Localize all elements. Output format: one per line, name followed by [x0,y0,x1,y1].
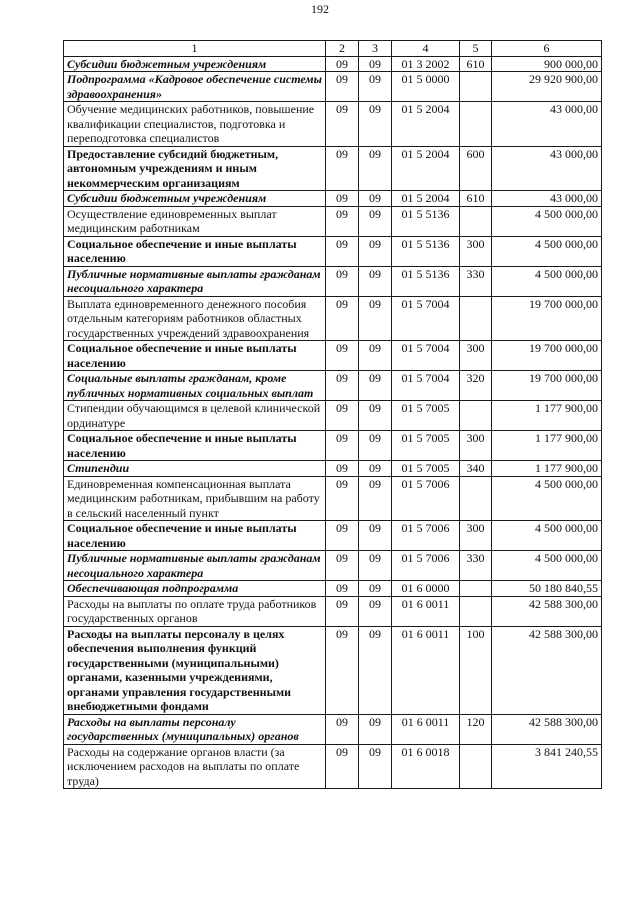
expense-type-code [460,102,492,147]
target-article-code: 01 6 0000 [392,581,460,597]
target-article-code: 01 5 7005 [392,431,460,461]
row-name: Социальное обеспечение и иные выплаты населению [64,236,326,266]
section-code: 09 [326,56,359,72]
table-row [64,714,602,744]
section-code: 09 [326,236,359,266]
target-article-code: 01 5 7004 [392,296,460,341]
column-header: 2 [326,41,359,57]
column-header: 6 [492,41,602,57]
subsection-code: 09 [359,206,392,236]
amount: 42 588 300,00 [492,626,602,714]
row-name: Стипендии [64,461,326,477]
section-code: 09 [326,521,359,551]
section-code: 09 [326,744,359,789]
row-name: Расходы на содержание органов власти (за исключением расходов на выплаты по оплате труда) [64,744,326,789]
target-article-code: 01 5 2004 [392,146,460,191]
amount: 4 500 000,00 [492,236,602,266]
amount: 900 000,00 [492,56,602,72]
amount: 50 180 840,55 [492,581,602,597]
amount: 29 920 900,00 [492,72,602,102]
section-code: 09 [326,206,359,236]
subsection-code: 09 [359,296,392,341]
target-article-code: 01 5 5136 [392,206,460,236]
column-header: 4 [392,41,460,57]
target-article-code: 01 6 0011 [392,596,460,626]
table-row [64,431,602,461]
table-row [64,72,602,102]
subsection-code: 09 [359,461,392,477]
amount: 3 841 240,55 [492,744,602,789]
target-article-code: 01 5 7004 [392,371,460,401]
row-name: Расходы на выплаты персоналу в целях обеспечения выполнения функций государственными (муниципальными) органами, казенными учреждениями, органами управления государственными внебюджетными фондами [64,626,326,714]
table-row [64,296,602,341]
section-code: 09 [326,341,359,371]
amount: 42 588 300,00 [492,714,602,744]
amount: 43 000,00 [492,102,602,147]
subsection-code: 09 [359,191,392,207]
subsection-code: 09 [359,236,392,266]
table-row [64,596,602,626]
table-row [64,371,602,401]
expense-type-code: 100 [460,626,492,714]
amount: 19 700 000,00 [492,341,602,371]
page-number: 192 [311,2,329,16]
subsection-code: 09 [359,146,392,191]
section-code: 09 [326,461,359,477]
expense-type-code: 330 [460,266,492,296]
section-code: 09 [326,431,359,461]
amount: 4 500 000,00 [492,551,602,581]
expense-type-code: 300 [460,236,492,266]
target-article-code: 01 6 0011 [392,626,460,714]
subsection-code: 09 [359,744,392,789]
section-code: 09 [326,296,359,341]
section-code: 09 [326,551,359,581]
expense-type-code [460,744,492,789]
target-article-code: 01 6 0011 [392,714,460,744]
table-row [64,461,602,477]
amount: 19 700 000,00 [492,371,602,401]
column-header: 1 [64,41,326,57]
table-body [64,41,602,789]
table-row [64,521,602,551]
row-name: Публичные нормативные выплаты гражданам несоциального характера [64,551,326,581]
section-code: 09 [326,596,359,626]
section-code: 09 [326,581,359,597]
expense-type-code: 120 [460,714,492,744]
target-article-code: 01 5 5136 [392,266,460,296]
expense-type-code: 320 [460,371,492,401]
section-code: 09 [326,626,359,714]
section-code: 09 [326,371,359,401]
target-article-code: 01 5 7005 [392,401,460,431]
amount: 43 000,00 [492,146,602,191]
target-article-code: 01 5 5136 [392,236,460,266]
subsection-code: 09 [359,521,392,551]
expense-type-code: 330 [460,551,492,581]
target-article-code: 01 6 0018 [392,744,460,789]
expense-type-code: 300 [460,521,492,551]
expense-type-code: 300 [460,431,492,461]
row-name: Субсидии бюджетным учреждениям [64,191,326,207]
table-row [64,341,602,371]
subsection-code: 09 [359,56,392,72]
target-article-code: 01 3 2002 [392,56,460,72]
table-row [64,206,602,236]
amount: 1 177 900,00 [492,461,602,477]
section-code: 09 [326,72,359,102]
subsection-code: 09 [359,341,392,371]
target-article-code: 01 5 7006 [392,551,460,581]
subsection-code: 09 [359,72,392,102]
row-name: Субсидии бюджетным учреждениям [64,56,326,72]
subsection-code: 09 [359,476,392,521]
expense-type-code: 300 [460,341,492,371]
target-article-code: 01 5 0000 [392,72,460,102]
column-header: 3 [359,41,392,57]
table-row [64,581,602,597]
subsection-code: 09 [359,431,392,461]
table-row [64,266,602,296]
row-name: Осуществление единовременных выплат медицинским работникам [64,206,326,236]
table-row [64,626,602,714]
row-name: Социальное обеспечение и иные выплаты населению [64,431,326,461]
amount: 4 500 000,00 [492,521,602,551]
table-header-row [64,41,602,57]
section-code: 09 [326,476,359,521]
row-name: Единовременная компенсационная выплата медицинским работникам, прибывшим на работу в сельский населенный пункт [64,476,326,521]
row-name: Социальные выплаты гражданам, кроме публичных нормативных социальных выплат [64,371,326,401]
expense-type-code [460,72,492,102]
subsection-code: 09 [359,102,392,147]
row-name: Стипендии обучающимся в целевой клинической ординатуре [64,401,326,431]
amount: 42 588 300,00 [492,596,602,626]
target-article-code: 01 5 7005 [392,461,460,477]
subsection-code: 09 [359,714,392,744]
column-header: 5 [460,41,492,57]
target-article-code: 01 5 2004 [392,102,460,147]
table-row [64,191,602,207]
amount: 4 500 000,00 [492,206,602,236]
expense-type-code: 340 [460,461,492,477]
row-name: Предоставление субсидий бюджетным, автономным учреждениям и иным некоммерческим организациям [64,146,326,191]
budget-table [63,40,602,789]
expense-type-code: 610 [460,56,492,72]
expense-type-code: 600 [460,146,492,191]
target-article-code: 01 5 7004 [392,341,460,371]
subsection-code: 09 [359,581,392,597]
subsection-code: 09 [359,596,392,626]
amount: 1 177 900,00 [492,401,602,431]
amount: 4 500 000,00 [492,476,602,521]
subsection-code: 09 [359,551,392,581]
amount: 43 000,00 [492,191,602,207]
expense-type-code: 610 [460,191,492,207]
row-name: Расходы на выплаты персоналу государственных (муниципальных) органов [64,714,326,744]
subsection-code: 09 [359,401,392,431]
subsection-code: 09 [359,266,392,296]
row-name: Социальное обеспечение и иные выплаты населению [64,521,326,551]
row-name: Расходы на выплаты по оплате труда работников государственных органов [64,596,326,626]
section-code: 09 [326,102,359,147]
section-code: 09 [326,714,359,744]
table-row [64,401,602,431]
expense-type-code [460,401,492,431]
expense-type-code [460,596,492,626]
expense-type-code [460,581,492,597]
section-code: 09 [326,191,359,207]
target-article-code: 01 5 7006 [392,521,460,551]
section-code: 09 [326,401,359,431]
table-row [64,551,602,581]
subsection-code: 09 [359,371,392,401]
amount: 1 177 900,00 [492,431,602,461]
target-article-code: 01 5 2004 [392,191,460,207]
table-row [64,56,602,72]
table-row [64,236,602,266]
row-name: Обучение медицинских работников, повышение квалификации специалистов, подготовка и переподготовка специалистов [64,102,326,147]
subsection-code: 09 [359,626,392,714]
section-code: 09 [326,266,359,296]
table-row [64,476,602,521]
table-row [64,102,602,147]
expense-type-code [460,206,492,236]
section-code: 09 [326,146,359,191]
expense-type-code [460,476,492,521]
row-name: Выплата единовременного денежного пособия отдельным категориям работников областных государственных учреждений здравоохранения [64,296,326,341]
expense-type-code [460,296,492,341]
table-row [64,146,602,191]
row-name: Обеспечивающая подпрограмма [64,581,326,597]
table-row [64,744,602,789]
amount: 19 700 000,00 [492,296,602,341]
row-name: Подпрограмма «Кадровое обеспечение системы здравоохранения» [64,72,326,102]
target-article-code: 01 5 7006 [392,476,460,521]
amount: 4 500 000,00 [492,266,602,296]
row-name: Публичные нормативные выплаты гражданам несоциального характера [64,266,326,296]
row-name: Социальное обеспечение и иные выплаты населению [64,341,326,371]
